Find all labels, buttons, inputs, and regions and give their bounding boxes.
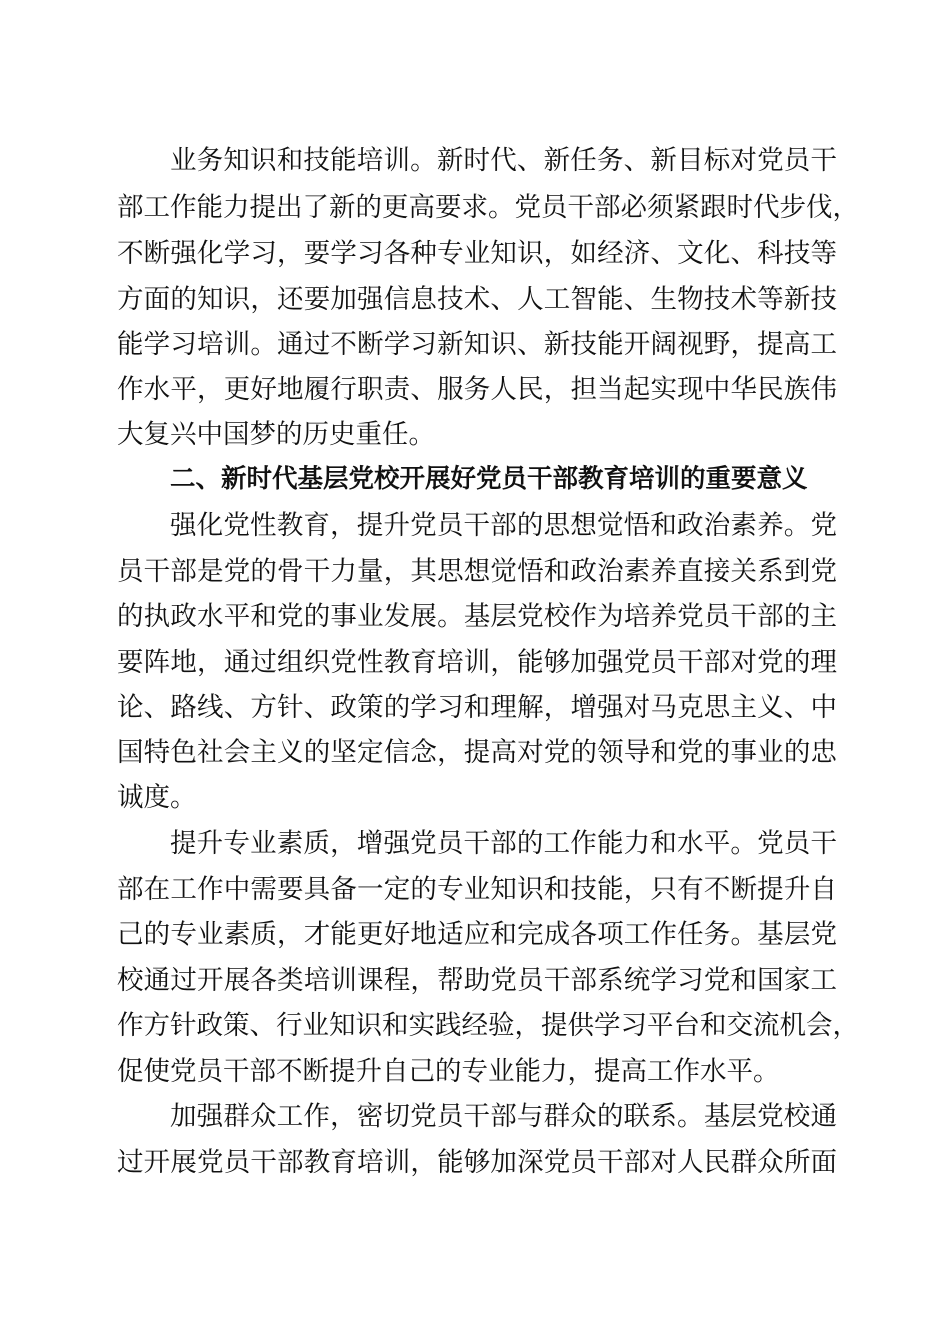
paragraph-line: 提升专业素质，增强党员干部的工作能力和水平。党员干 <box>170 828 837 859</box>
paragraph-line: 促使党员干部不断提升自己的专业能力，提高工作水平。 <box>117 1056 780 1087</box>
paragraph-line: 要阵地，通过组织党性教育培训，能够加强党员干部对党的理 <box>117 647 837 678</box>
paragraph-line: 诚度。 <box>117 782 197 813</box>
section-heading: 二、新时代基层党校开展好党员干部教育培训的重要意义 <box>170 464 808 494</box>
paragraph-line: 过开展党员干部教育培训，能够加深党员干部对人民群众所面 <box>117 1147 837 1178</box>
paragraph-line: 大复兴中国梦的历史重任。 <box>117 419 435 450</box>
paragraph-line: 不断强化学习，要学习各种专业知识，如经济、文化、科技等 <box>117 238 837 269</box>
paragraph-line: 校通过开展各类培训课程，帮助党员干部系统学习党和国家工 <box>117 965 837 996</box>
paragraph-line: 国特色社会主义的坚定信念，提高对党的领导和党的事业的忠 <box>117 737 837 768</box>
paragraph-line: 论、路线、方针、政策的学习和理解，增强对马克思主义、中 <box>117 692 837 723</box>
paragraph-line: 的执政水平和党的事业发展。基层党校作为培养党员干部的主 <box>117 601 837 632</box>
paragraph-line: 业务知识和技能培训。新时代、新任务、新目标对党员干 <box>170 145 837 176</box>
paragraph-line: 作水平，更好地履行职责、服务人民，担当起实现中华民族伟 <box>117 374 837 405</box>
paragraph-line: 己的专业素质，才能更好地适应和完成各项工作任务。基层党 <box>117 919 837 950</box>
paragraph-line: 强化党性教育，提升党员干部的思想觉悟和政治素养。党 <box>170 510 837 541</box>
paragraph-line: 能学习培训。通过不断学习新知识、新技能开阔视野，提高工 <box>117 329 837 360</box>
paragraph-line: 员干部是党的骨干力量，其思想觉悟和政治素养直接关系到党 <box>117 556 837 587</box>
paragraph-line: 部工作能力提出了新的更高要求。党员干部必须紧跟时代步伐， <box>117 192 859 223</box>
paragraph-line: 部在工作中需要具备一定的专业知识和技能，只有不断提升自 <box>117 874 837 905</box>
paragraph-line: 方面的知识，还要加强信息技术、人工智能、生物技术等新技 <box>117 284 837 315</box>
paragraph-line: 作方针政策、行业知识和实践经验，提供学习平台和交流机会， <box>117 1010 859 1041</box>
paragraph-line: 加强群众工作，密切党员干部与群众的联系。基层党校通 <box>170 1101 837 1132</box>
